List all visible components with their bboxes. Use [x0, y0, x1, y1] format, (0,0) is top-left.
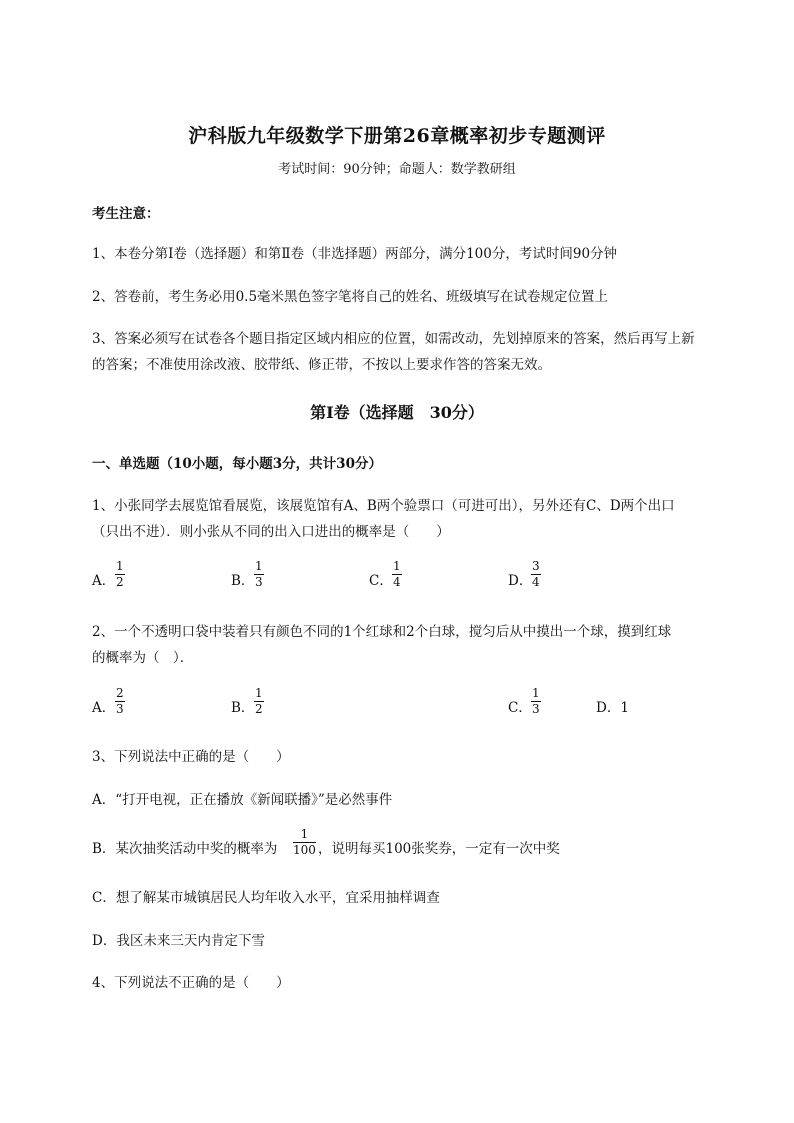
q2-option-b-fraction: 1 2 [255, 686, 263, 716]
q3-option-b-suffix: ，说明每买100张奖券，一定有一次中奖 [318, 841, 560, 857]
notice-item-2: 2、答卷前，考生务必用0.5毫米黑色签字笔将自己的姓名、班级填写在试卷规定位置上 [92, 289, 609, 305]
q3-option-b-prefix: B．某次抽奖活动中奖的概率为 [92, 841, 278, 857]
q3-stem: 3、下列说法中正确的是（ ） [92, 749, 290, 765]
q1-option-d-label: D． [508, 573, 533, 589]
notice-item-3-cont: 的答案；不准使用涂改液、胶带纸、修正带，不按以上要求作答的答案无效。 [92, 357, 551, 373]
section-title: 第I卷（选择题 30分） [310, 403, 484, 422]
q3-option-d: D．我区未来三天内肯定下雪 [92, 933, 265, 949]
exam-title: 沪科版九年级数学下册第26章概率初步专题测评 [188, 125, 606, 147]
q1-option-a-fraction: 1 2 [116, 559, 124, 589]
q1-option-b-label: B． [231, 573, 255, 589]
q4-stem: 4、下列说法不正确的是（ ） [92, 975, 290, 991]
q1-option-c-fraction: 1 4 [393, 559, 401, 589]
q1-stem-line1: 1、小张同学去展览馆看展览，该展览馆有A、B两个验票口（可进可出），另外还有C、D两个出口 [92, 498, 675, 514]
notice-item-1: 1、本卷分第I卷（选择题）和第Ⅱ卷（非选择题）两部分，满分100分，考试时间90分钟 [92, 246, 618, 262]
q2-stem-line1: 2、一个不透明口袋中装着只有颜色不同的1个红球和2个白球，搅匀后从中摸出一个球，摸到红球 [92, 624, 672, 640]
exam-subtitle: 考试时间：90分钟；命题人：数学教研组 [278, 162, 516, 177]
q1-option-d-fraction: 3 4 [532, 559, 540, 589]
notice-item-3: 3、答案必须写在试卷各个题目指定区域内相应的位置，如需改动，先划掉原来的答案，然后再写上新 [92, 331, 695, 347]
q3-option-a: A．“打开电视，正在播放《新闻联播》”是必然事件 [92, 792, 393, 808]
q1-option-b-fraction: 1 3 [255, 559, 263, 589]
q1-option-c-label: C． [369, 573, 393, 589]
q2-option-c-label: C． [508, 700, 532, 716]
notice-heading: 考生注意： [92, 206, 160, 222]
q1-option-a-label: A． [92, 573, 116, 589]
q1-stem-line2: （只出不进）．则小张从不同的出入口进出的概率是（ ） [92, 524, 450, 540]
q2-option-c-fraction: 1 3 [532, 686, 540, 716]
q3-option-b-fraction: 1 100 [293, 827, 316, 857]
part-title: 一、单选题（10小题，每小题3分，共计30分） [92, 456, 382, 472]
q2-option-a-fraction: 2 3 [116, 686, 124, 716]
q2-stem-line2: 的概率为（ ）． [92, 650, 194, 666]
q2-option-b-label: B． [231, 700, 255, 716]
q2-option-a-label: A． [92, 700, 116, 716]
q3-option-c: C．想了解某市城镇居民人均年收入水平，宜采用抽样调查 [92, 890, 440, 906]
q2-option-d: D．1 [596, 700, 629, 716]
